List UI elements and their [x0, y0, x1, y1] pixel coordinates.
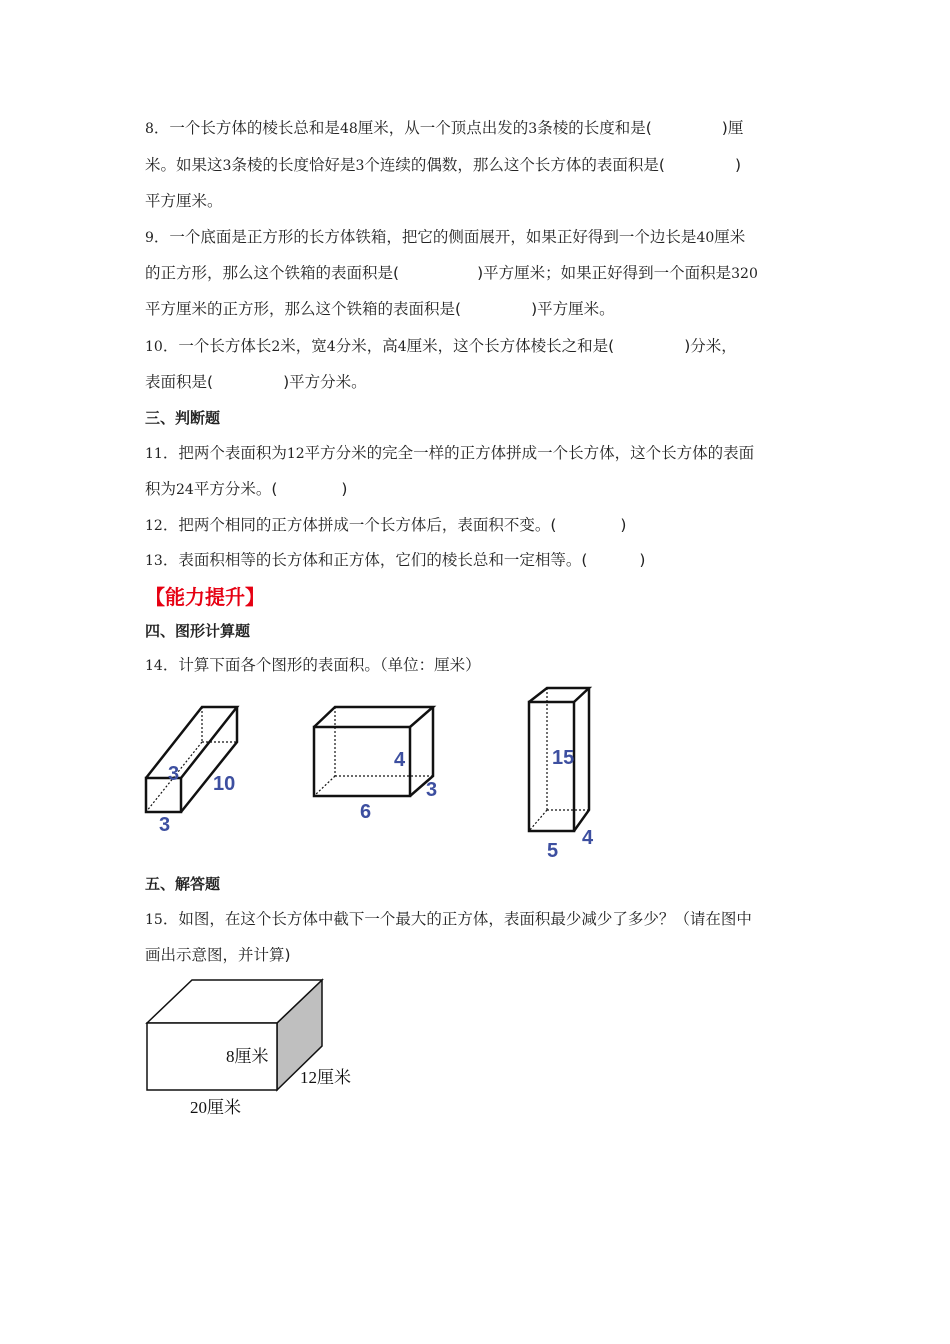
q8-num-48: 48	[339, 121, 358, 137]
q15-text: ．如图，在这个长方体中截下一个最大的正方体，表面积最少减少了多少？（请在图中	[162, 910, 752, 928]
fig3-hidden-edge	[529, 810, 547, 831]
q8-line-1	[145, 118, 743, 139]
q15-width-label: 12厘米	[300, 1068, 351, 1087]
fig2-hidden-edge	[314, 776, 335, 796]
q11-text: 平方分米的完全一样的正方体拼成一个长方体，这个长方体的表面	[304, 444, 755, 462]
fig3-height-label: 15	[552, 747, 575, 769]
fig3-length-label: 5	[547, 840, 559, 862]
q8-text: )厘	[721, 119, 744, 137]
q10-text: )分米，	[684, 337, 737, 355]
q9-text: 的正方形，那么这个铁箱的表面积是(	[145, 264, 400, 282]
fig2-length-label: 6	[360, 801, 372, 823]
q9-num-320: 320	[731, 266, 758, 282]
q11-num-24: 24	[176, 482, 194, 498]
section-3-heading: 三、判断题	[145, 409, 221, 427]
q14-number: 14	[145, 658, 163, 674]
q10-num-4: 4	[397, 339, 407, 355]
q10-num-4: 4	[326, 339, 336, 355]
fig2-top-face	[314, 707, 433, 727]
q9-line-2	[145, 263, 758, 284]
q9-text: )平方厘米。	[531, 300, 615, 318]
fig1-width-label: 3	[159, 814, 171, 836]
q12-number: 12	[145, 518, 163, 534]
q8-text: )	[734, 156, 741, 174]
q9-text: ．一个底面是正方形的长方体铁箱，把它的侧面展开，如果正好得到一个边长是	[153, 228, 697, 246]
q8-text: 厘米，从一个顶点出发的	[357, 119, 529, 137]
q9-number: 9	[145, 230, 154, 246]
fig2-width-label: 3	[426, 779, 438, 801]
q9-line-1	[145, 227, 745, 248]
fig1-length-label: 10	[213, 773, 236, 795]
q8-text: ．一个长方体的棱长总和是	[153, 119, 340, 137]
q9-num-40: 40	[696, 230, 715, 246]
q9-line-3	[145, 299, 615, 319]
q8-text: 条棱的长度和是(	[537, 119, 652, 137]
q8-line-2	[145, 155, 741, 176]
figure-1-cuboid	[140, 700, 250, 840]
q10-text: 分米，高	[335, 337, 398, 355]
fig3-width-label: 4	[582, 827, 594, 849]
section-4-heading: 四、图形计算题	[145, 622, 251, 640]
q8-text: 个连续的偶数，那么这个长方体的表面积是(	[364, 156, 665, 174]
q11-text: 积为	[145, 480, 177, 498]
q11-text: 平方分米。(	[193, 480, 278, 498]
q8-num-3: 3	[355, 158, 365, 174]
q8-num-3: 3	[222, 158, 232, 174]
fig3-top-face	[529, 688, 589, 702]
q14-line	[145, 655, 481, 676]
q13-number: 13	[145, 553, 163, 569]
q12-text: )	[620, 516, 627, 534]
q11-num-12: 12	[286, 446, 305, 462]
section-5-heading: 五、解答题	[145, 875, 221, 893]
fig1-height-label: 3	[168, 763, 180, 785]
figure-2-cuboid	[308, 700, 448, 825]
q14-text: ．计算下面各个图形的表面积。（单位：厘米）	[162, 656, 481, 674]
q10-text: 表面积是(	[145, 373, 214, 391]
q10-num-2: 2	[271, 339, 281, 355]
q12-text: ．把两个相同的正方体拼成一个长方体后，表面积不变。(	[162, 516, 557, 534]
q8-text: 米。如果这	[145, 156, 223, 174]
q9-text: )平方厘米；如果正好得到一个面积是	[477, 264, 732, 282]
q10-text: 厘米，这个长方体棱长之和是(	[406, 337, 615, 355]
q10-text: )平方分米。	[283, 373, 367, 391]
q11-text: )	[341, 480, 348, 498]
q10-number: 10	[145, 339, 163, 355]
q13-text: ．表面积相等的长方体和正方体，它们的棱长总和一定相等。(	[162, 551, 588, 569]
q15-length-label: 20厘米	[190, 1098, 241, 1117]
q10-text: ．一个长方体长	[162, 337, 272, 355]
q8-number: 8	[145, 121, 154, 137]
q15-cuboid-figure	[140, 975, 380, 1120]
figure-3-cuboid	[522, 682, 612, 862]
fig2-height-label: 4	[394, 749, 406, 771]
q15-line-2: 画出示意图，并计算)	[145, 946, 291, 964]
q15-line-1	[145, 909, 752, 930]
q15-number: 15	[145, 912, 163, 928]
q11-text: ．把两个表面积为	[162, 444, 287, 462]
q10-line-2	[145, 372, 367, 392]
q12-line	[145, 515, 626, 536]
q13-text: )	[639, 551, 646, 569]
q8-text: 条棱的长度恰好是	[231, 156, 356, 174]
q13-line	[145, 550, 645, 571]
q11-number: 11	[145, 446, 163, 462]
q15-height-label: 8厘米	[226, 1047, 269, 1066]
q10-line-1	[145, 336, 737, 357]
q10-text: 米，宽	[280, 337, 327, 355]
q11-line-2	[145, 479, 347, 500]
q9-text: 厘米	[714, 228, 746, 246]
q11-line-1	[145, 443, 754, 464]
ability-heading: 【能力提升】	[145, 585, 265, 609]
q8-num-3: 3	[528, 121, 538, 137]
q8-line-3: 平方厘米。	[145, 192, 223, 210]
q9-text: 平方厘米的正方形，那么这个铁箱的表面积是(	[145, 300, 462, 318]
